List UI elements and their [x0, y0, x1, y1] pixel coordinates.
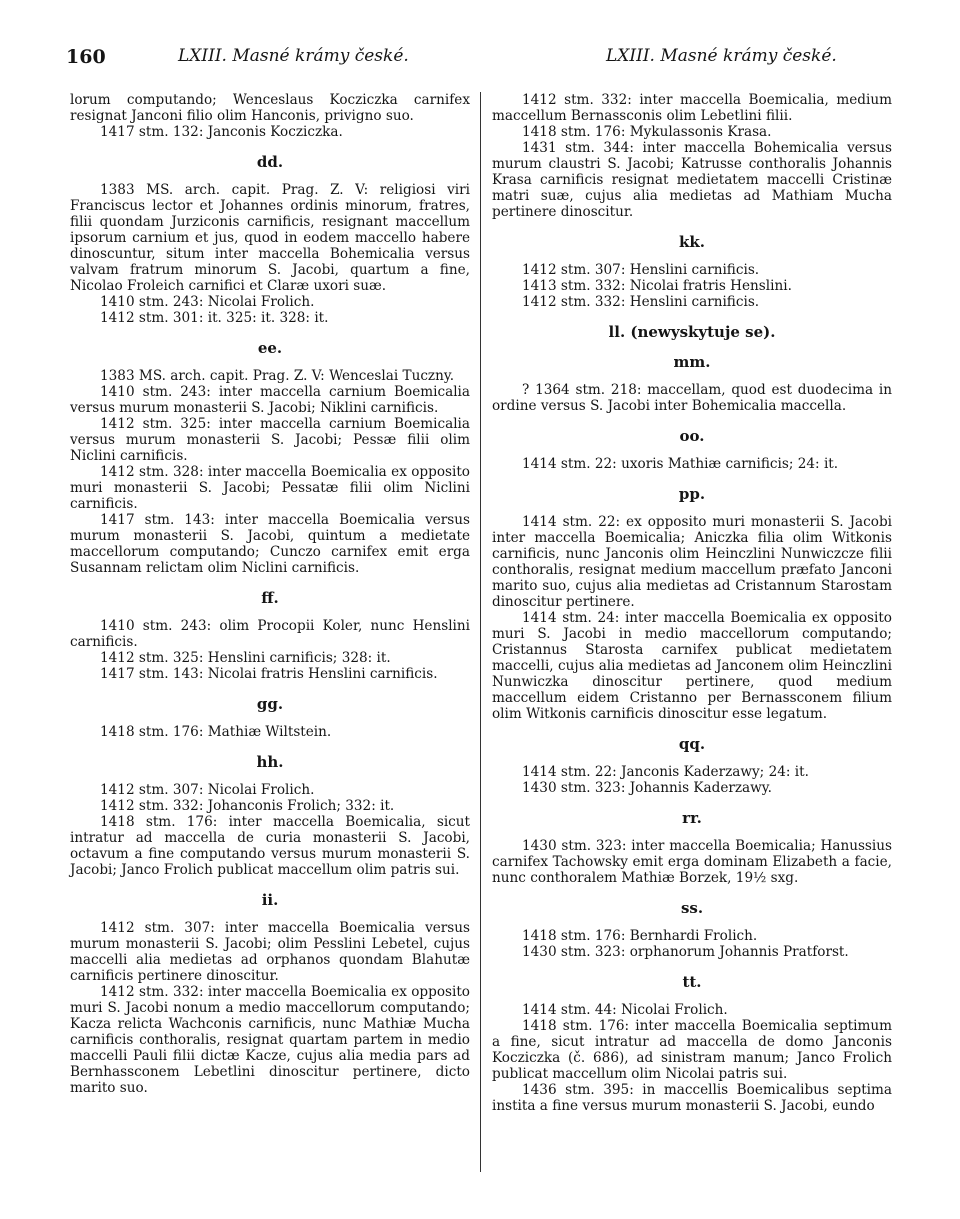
left-column: [70, 92, 470, 1096]
record-entry: 1412 stm. 332: Henslini carnificis.: [522, 294, 760, 310]
record-entry: 1417 stm. 132: Janconis Kocziczka.: [100, 124, 343, 140]
paragraph-continuation: lorum computando; Wenceslaus Kocziczka carnifex resignat Janconi filio olim Hanconis, privigno suo.: [70, 92, 470, 124]
record-entry: ? 1364 stm. 218: maccellam, quod est duodecima in ordine versus S. Jacobi inter Bohemicalia maccella.: [492, 382, 892, 414]
record-entry: 1412 stm. 325: inter maccella carnium Boemicalia versus murum monasterii S. Jacobi; Pessæ filii olim Niclini carnificis.: [70, 416, 470, 464]
record-entry: 1413 stm. 332: Nicolai fratris Henslini.: [522, 278, 792, 294]
record-entry: 1412 stm. 307: Henslini carnificis.: [522, 262, 760, 278]
section-heading: hh.: [256, 753, 284, 771]
record-entry: 1412 stm. 328: inter maccella Boemicalia ex opposito muri monasterii S. Jacobi; Pessatæ filii olim Niclini carnificis.: [70, 464, 470, 512]
record-entry: 1417 stm. 143: Nicolai fratris Henslini carnificis.: [100, 666, 438, 682]
record-entry: 1418 stm. 176: Mykulassonis Krasa.: [522, 124, 772, 140]
record-entry: 1412 stm. 332: inter maccella Boemicalia, medium maccellum Bernassconis olim Lebetlini filii.: [492, 92, 892, 124]
record-entry: 1414 stm. 22: ex opposito muri monasterii S. Jacobi inter maccella Boemicalia; Aniczka filia olim Witkonis carnificis, nunc Janconis olim Heinczlini Nunwiczcze filii conthoralis, resignat medium maccellum præfato Janconi marito suo, cujus alia medietas ad Cristannum Starostam dinoscitur pertinere.: [492, 514, 892, 610]
section-heading: ff.: [261, 589, 279, 607]
record-entry: 1410 stm. 243: olim Procopii Koler, nunc Henslini carnificis.: [70, 618, 470, 650]
record-entry: 1418 stm. 176: inter maccella Boemicalia, sicut intratur ad maccella de curia monasterii S. Jacobi, octavum a fine computando versus murum monasterii S. Jacobi; Janco Frolich publicat maccellum olim patris sui.: [70, 814, 470, 878]
section-heading: dd.: [256, 153, 284, 171]
section-heading: oo.: [679, 427, 705, 445]
section-heading: pp.: [678, 485, 706, 503]
record-entry: 1436 stm. 395: in maccellis Boemicalibus septima instita a fine versus murum monasterii S. Jacobi, eundo: [492, 1082, 892, 1114]
record-entry: 1414 stm. 44: Nicolai Frolich.: [522, 1002, 728, 1018]
record-entry: 1418 stm. 176: inter maccella Boemicalia septimum a fine, sicut intratur ad maccella de domo Janconis Kocziczka (č. 686), ad sinistram manum; Janco Frolich publicat maccellum olim Nicolai patris sui.: [492, 1018, 892, 1082]
record-entry: 1418 stm. 176: Bernhardi Frolich.: [522, 928, 758, 944]
section-heading: rr.: [682, 809, 702, 827]
record-entry: 1412 stm. 332: Johanconis Frolich; 332: it.: [100, 798, 395, 814]
record-entry: 1412 stm. 307: Nicolai Frolich.: [100, 782, 315, 798]
record-entry: 1414 stm. 24: inter maccella Boemicalia ex opposito muri S. Jacobi in medio maccellorum computando; Cristannus Starosta carnifex publicat medietatem maccelli, cujus alia medietas ad Janconem olim Heinczlini Nunwiczka dinoscitur pertinere, quod medium maccellum eidem Cristanno per Bernassconem filium olim Witkonis carnificis dinoscitur esse legatum.: [492, 610, 892, 722]
record-entry: 1412 stm. 332: inter maccella Boemicalia ex opposito muri S. Jacobi nonum a medio maccellorum computando; Kacza relicta Wachconis carnificis, nunc Mathiæ Mucha carnificis conthoralis, resignat quartam partem in medio maccelli Pauli filii dictæ Kacze, cujus alia media pars ad Bernhassconem Lebetlini dinoscitur pertinere, dicto marito suo.: [70, 984, 470, 1096]
record-entry: 1383 MS. arch. capit. Prag. Z. V: religiosi viri Franciscus lector et Johannes ordinis minorum, fratres, filii quondam Jurziconis carnificis, resignant maccellum ipsorum carnium et jus, quod in eodem maccello habere dinoscuntur, situm inter maccella Bohemicalia versus valvam fratrum minorum S. Jacobi, quartum a fine, Nicolao Froleich carnifici et Claræ uxori suæ.: [70, 182, 470, 294]
section-heading: qq.: [678, 735, 706, 753]
right-column: [492, 92, 892, 1114]
record-entry: 1430 stm. 323: inter maccella Boemicalia; Hanussius carnifex Tachowsky emit erga dominam Elizabeth a facie, nunc conthoralem Mathiæ Borzek, 19½ sxg.: [492, 838, 892, 886]
record-entry: 1383 MS. arch. capit. Prag. Z. V: Wenceslai Tuczny.: [100, 368, 455, 384]
section-heading: kk.: [678, 233, 705, 251]
section-heading: ii.: [261, 891, 279, 909]
running-header: [0, 42, 960, 72]
section-heading: mm.: [673, 353, 711, 371]
record-entry: 1412 stm. 301: it. 325: it. 328: it.: [100, 310, 329, 326]
page-number: 160: [66, 46, 106, 68]
record-entry: 1414 stm. 22: Janconis Kaderzawy; 24: it.: [522, 764, 809, 780]
section-heading: ee.: [257, 339, 283, 357]
column-divider: [480, 92, 481, 1172]
record-entry: 1410 stm. 243: inter maccella carnium Boemicalia versus murum monasterii S. Jacobi; Niklini carnificis.: [70, 384, 470, 416]
section-heading: ss.: [680, 899, 704, 917]
running-head-left: LXIII. Masné krámy české.: [178, 46, 409, 66]
record-entry: 1414 stm. 22: uxoris Mathiæ carnificis; 24: it.: [522, 456, 839, 472]
section-heading: gg.: [256, 695, 284, 713]
record-entry: 1410 stm. 243: Nicolai Frolich.: [100, 294, 315, 310]
record-entry: 1431 stm. 344: inter maccella Bohemicalia versus murum claustri S. Jacobi; Katrusse conthoralis Johannis Krasa carnificis resignat medietatem maccelli Cristinæ matri suæ, cujus alia medietas ad Mathiam Mucha pertinere dinoscitur.: [492, 140, 892, 220]
section-heading: tt.: [682, 973, 702, 991]
record-entry: 1418 stm. 176: Mathiæ Wiltstein.: [100, 724, 332, 740]
section-heading: ll. (newyskytuje se).: [608, 323, 776, 341]
record-entry: 1430 stm. 323: orphanorum Johannis Pratforst.: [522, 944, 849, 960]
record-entry: 1412 stm. 307: inter maccella Boemicalia versus murum monasterii S. Jacobi; olim Pesslini Lebetel, cujus maccelli alia medietas ad orphanos quondam Blahutæ carnificis pertinere dinoscitur.: [70, 920, 470, 984]
record-entry: 1412 stm. 325: Henslini carnificis; 328: it.: [100, 650, 391, 666]
record-entry: 1430 stm. 323: Johannis Kaderzawy.: [522, 780, 772, 796]
running-head-right: LXIII. Masné krámy české.: [606, 46, 837, 66]
record-entry: 1417 stm. 143: inter maccella Boemicalia versus murum monasterii S. Jacobi, quintum a medietate maccellorum computando; Cunczo carnifex emit erga Susannam relictam olim Niclini carnificis.: [70, 512, 470, 576]
